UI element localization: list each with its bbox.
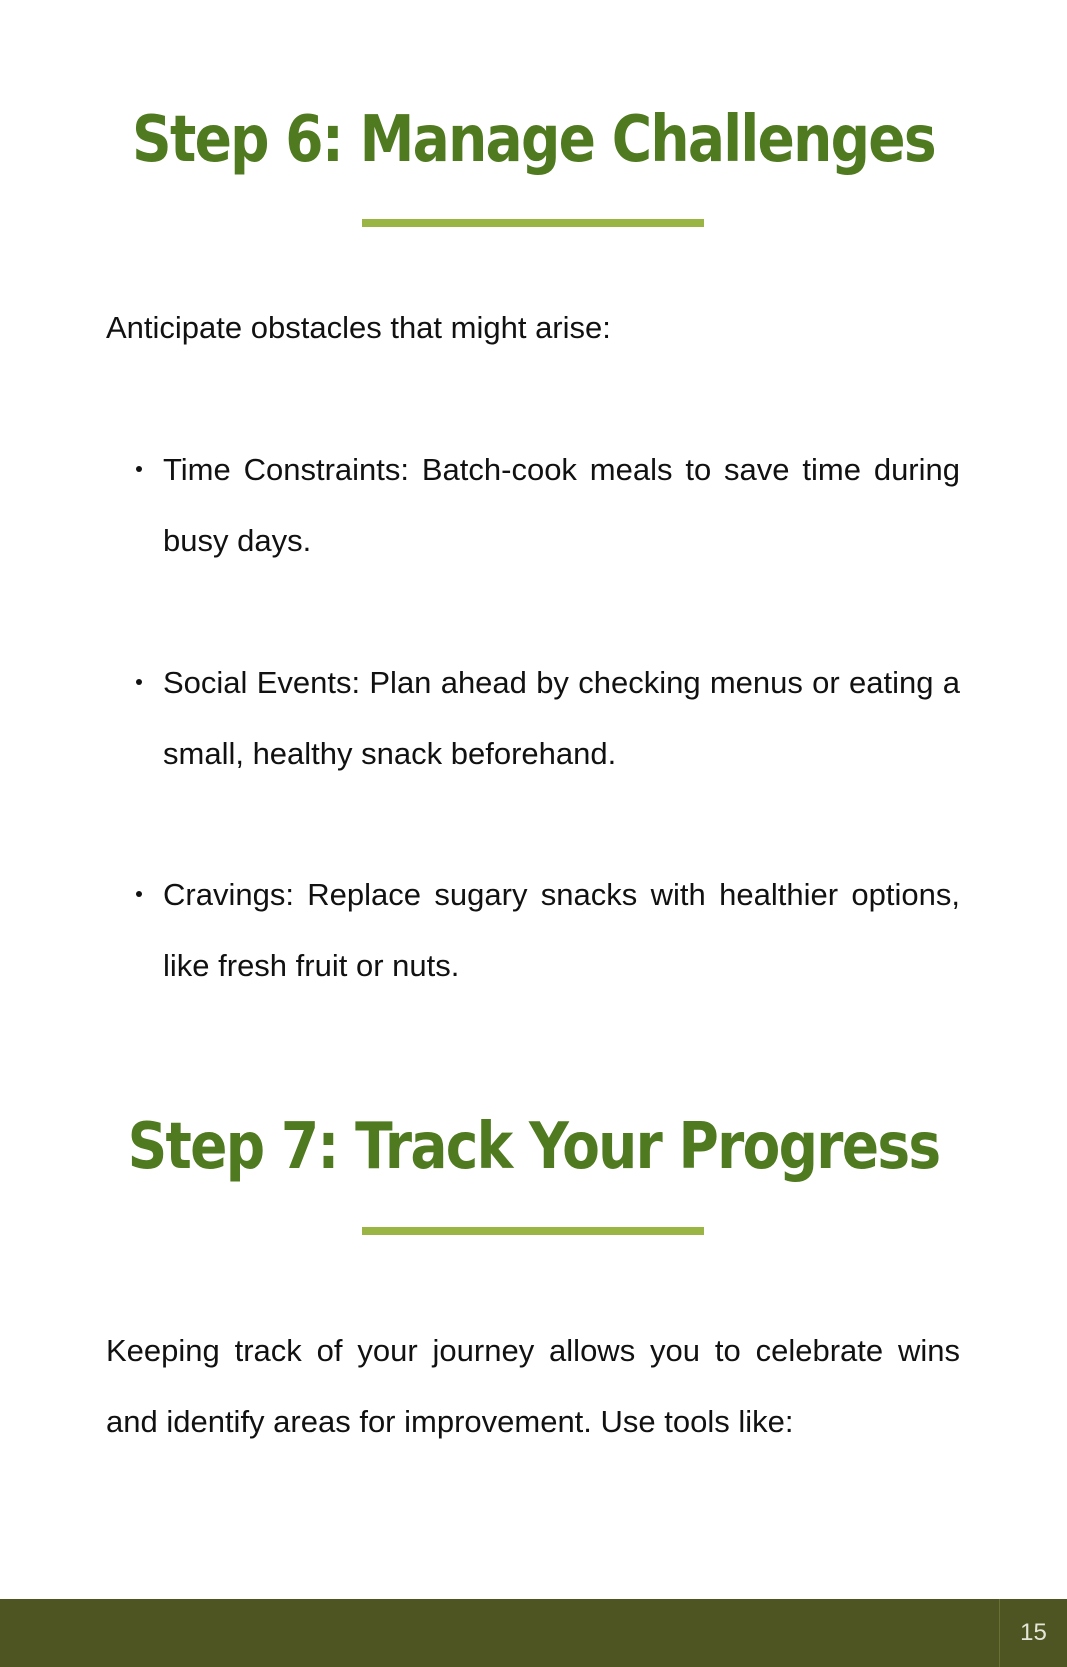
list-item	[163, 647, 960, 789]
section-intro-step-7: Keeping track of your journey allows you to celebrate wins and identify areas for improvement. Use tools like:	[106, 1333, 960, 1439]
section-heading-step-7: Step 7: Track Your Progress	[127, 1110, 940, 1184]
heading-underline	[362, 219, 704, 227]
bullet-icon	[136, 679, 142, 685]
page-footer	[0, 1599, 1067, 1667]
heading-underline	[362, 1227, 704, 1235]
list-item	[163, 434, 960, 576]
section-heading-step-6: Step 6: Manage Challenges	[132, 103, 935, 177]
list-item	[163, 859, 960, 1001]
list-item-text: Time Constraints: Batch-cook meals to save time during busy days.	[163, 452, 960, 558]
section-intro-step-6: Anticipate obstacles that might arise:	[106, 310, 611, 345]
bullet-icon	[136, 466, 142, 472]
bullet-icon	[136, 891, 142, 897]
list-item-text: Cravings: Replace sugary snacks with healthier options, like fresh fruit or nuts.	[163, 877, 960, 983]
page-number: 15	[1020, 1619, 1047, 1646]
list-item-text: Social Events: Plan ahead by checking menus or eating a small, healthy snack beforehand.	[163, 665, 960, 771]
